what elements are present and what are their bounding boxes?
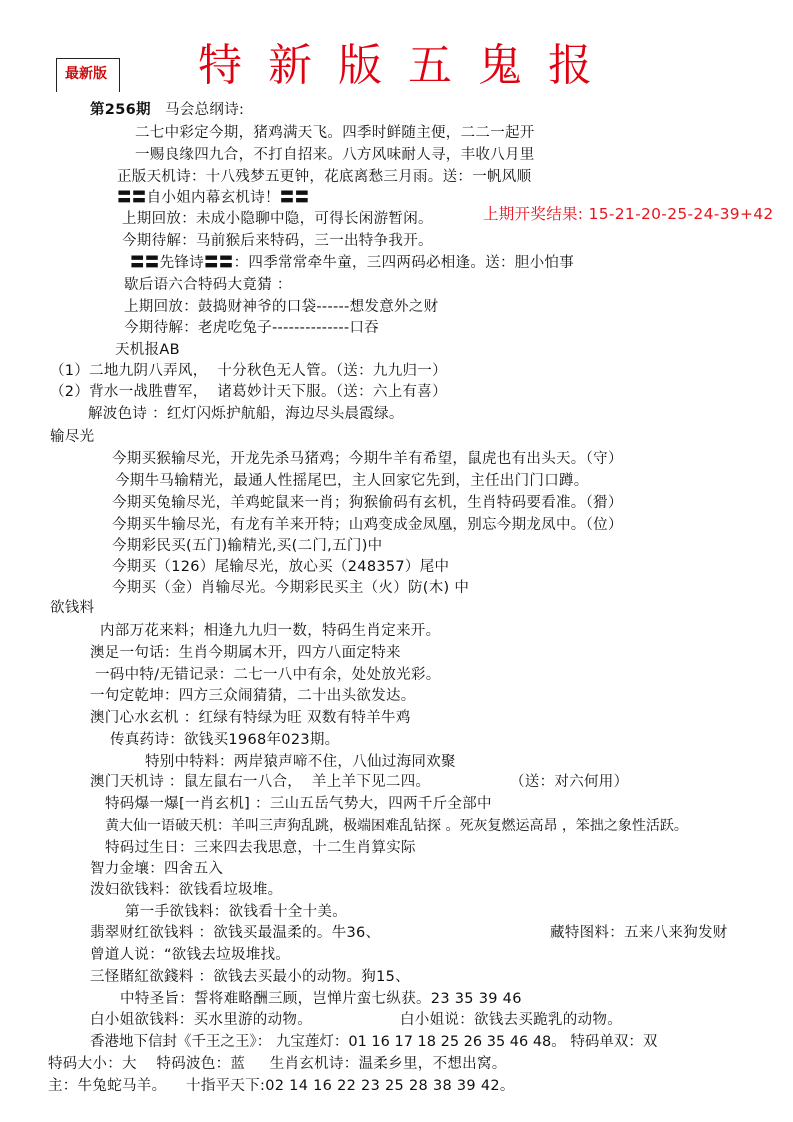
text-line: 澳门心水玄机 ：红绿有特绿为旺 双数有特羊牛鸡 — [90, 710, 411, 726]
text-line: 今期牛马输精光，最通人性摇尾巴，主人回家它先到，主任出门门口蹲。 — [115, 473, 589, 489]
text-line: 特码爆一爆[一肖玄机] ：三山五岳气势大，四两千斤全部中 — [105, 796, 492, 812]
text-line: 传真药诗：欲钱买1968年023期。 — [110, 732, 340, 748]
text-line: 智力金壤：四舍五入 — [90, 861, 224, 877]
poem-title: 马会总纲诗: — [165, 102, 245, 118]
text-line: 黄大仙一语破天机：羊叫三声狗乱跳，极端困难乱钻探 。死灰复燃运高昂 ，笨拙之象性活跃。 — [105, 818, 688, 834]
text-line: 澳门天机诗 ：鼠左鼠右一八合， 羊上羊下见二四。 — [90, 774, 431, 790]
badge-label: 最新版 — [65, 66, 107, 82]
text-line: 三怪賭紅欲錢料 ：欲钱去买最小的动物。狗15、 — [90, 969, 410, 985]
last-draw-result: 上期开奖结果: 15-21-20-25-24-39+42 — [483, 205, 774, 223]
text-line: 歇后语六合特码大竟猜 ： — [124, 277, 292, 293]
text-line: （1）二地九阴八弄风， 十分秋色无人管。（送：九九归一） — [50, 363, 447, 379]
text-line: 〓〓先锋诗〓〓：四季常常牵牛童，三四两码必相逢。送：胆小怕事 — [130, 255, 574, 271]
text-line: （2）背水一战胜曹军， 诸葛妙计天下服。（送：六上有喜） — [50, 384, 447, 400]
text-line: 今期买猴输尽光，开龙先杀马猪鸡；今期牛羊有希望，鼠虎也有出头天。（守） — [112, 451, 623, 467]
page-title: 特新版五鬼报 — [198, 40, 618, 91]
text-line: 藏特图料：五来八来狗发财 — [550, 925, 728, 941]
text-line: 解波色诗 ：红灯闪烁护航船，海边尽头晨霞绿。 — [88, 406, 404, 422]
text-line: 特码大小：大 特码波色：蓝 生肖玄机诗：温柔乡里，不想出窝。 — [48, 1056, 507, 1072]
section-heading: 欲钱料 — [50, 600, 95, 616]
text-line: 泼妇欲钱料：欲钱看垃圾堆。 — [90, 882, 283, 898]
text-line: 今期买（126）尾输尽光，放心买（248357）尾中 — [112, 559, 450, 575]
section-heading: 输尽光 — [50, 429, 95, 445]
text-line: 〓〓自小姐内幕玄机诗！〓〓 — [117, 190, 310, 206]
text-line: 主：牛兔蛇马羊。 十指平天下:02 14 16 22 23 25 28 38 39 42。 — [48, 1078, 515, 1094]
text-line: 今期待解：老虎吃兔子--------------口吞 — [124, 320, 380, 336]
text-line: 特码过生日：三来四去我思意，十二生肖算实际 — [105, 840, 416, 856]
text-line: 特别中特料：两岸猿声啼不住，八仙过海同欢聚 — [145, 754, 456, 770]
text-line: 翡翠财红欲钱料 ：欲钱买最温柔的。牛36、 — [90, 925, 381, 941]
text-line: 中特圣旨：誓将难略酬三顾，岂惮片蛮七纵获。23 35 39 46 — [120, 991, 522, 1007]
text-line: 今期待解：马前猴后来特码，三一出特争我开。 — [122, 233, 433, 249]
text-line: 今期买牛输尽光，有龙有羊来开特；山鸡变成金凤凰，别忘今期龙凤中。（位） — [112, 517, 623, 533]
text-line: 曾道人说：“欲钱去垃圾堆找。 — [90, 947, 291, 963]
text-line: 一赐良缘四九合，不打自招来。八方风味耐人寻，丰收八月里 — [135, 147, 535, 163]
text-line: 正版天机诗：十八残梦五更钟，花底离愁三月雨。送：一帆风顺 — [117, 169, 532, 185]
text-line: 澳足一句话：生肖今期属木开，四方八面定特来 — [90, 645, 401, 661]
text-line: 二七中彩定今期，猪鸡满天飞。四季时鲜随主便，二二一起开 — [135, 125, 535, 141]
latest-edition-badge — [56, 58, 120, 92]
text-line: 今期买兔输尽光，羊鸡蛇鼠来一肖；狗猴偷码有玄机，生肖特码要看准。（猾） — [112, 495, 623, 511]
text-line: 白小姐说：欲钱去买跪乳的动物。 — [400, 1012, 622, 1028]
text-line: 今期买（金）肖输尽光。今期彩民买主（火）防(木) 中 — [112, 580, 470, 596]
text-line: （送：对六何用） — [510, 774, 629, 790]
text-line: 上期回放：未成小隐聊中隐，可得长闲游暂闲。 — [122, 211, 433, 227]
issue-number: 第256期 — [90, 102, 151, 118]
text-line: 上期回放：鼓捣财神爷的口袋------想发意外之财 — [124, 299, 439, 315]
text-line: 一码中特/无错记录：二七一八中有余，处处放光彩。 — [95, 667, 441, 683]
text-line: 第一手欲钱料：欲钱看十全十美。 — [125, 904, 347, 920]
text-line: 内部万花来料；相逢九九归一数，特码生肖定来开。 — [100, 623, 441, 639]
text-line: 一句定乾坤：四方三众闹猜猜，二十出头欲发达。 — [90, 688, 416, 704]
text-line: 白小姐欲钱料：买水里游的动物。 — [90, 1012, 312, 1028]
text-line: 香港地下信封《千王之王》： 九宝莲灯：01 16 17 18 25 26 35 46 48。 特码单双：双 — [90, 1034, 658, 1050]
text-line: 天机报AB — [115, 342, 180, 358]
text-line: 今期彩民买(五门)输精光,买(二门,五门)中 — [112, 538, 383, 554]
